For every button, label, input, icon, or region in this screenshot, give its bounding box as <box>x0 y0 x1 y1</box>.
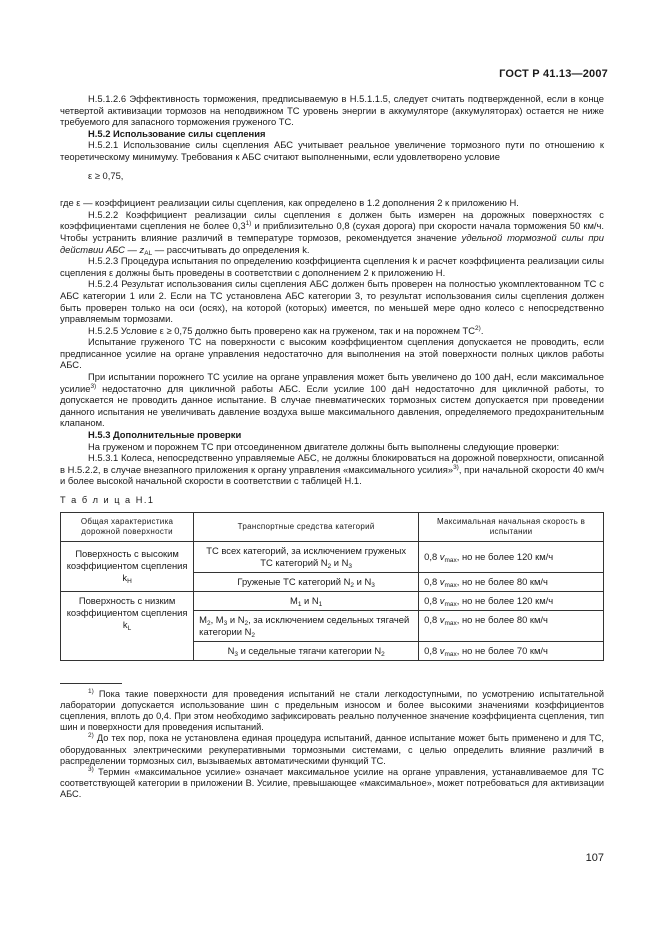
text-run: и приблизительно 0,8 (сухая дорога) при скорости начала торможения 50 км/ч. Чтобы устранить влияние различий в температуре тормозов, рекомендуется значение <box>60 220 604 243</box>
text-run: , при начальной скорости 40 км/ч и более высокой начальной скорости в соответствии с таблицей Н.1. <box>60 463 604 487</box>
page-number: 107 <box>585 852 604 864</box>
text-run: , <box>456 594 460 606</box>
footnote-3 <box>60 767 604 801</box>
text-run: , за исключением седельных тягачей категории N <box>199 613 410 637</box>
subscript: 2 <box>350 581 355 589</box>
vmax-symbol: v <box>439 550 445 562</box>
paragraph-h5-2-5 <box>60 325 604 337</box>
subscript: 2 <box>244 619 249 627</box>
text-run: и N <box>354 575 372 587</box>
subscript: 2 <box>206 619 211 627</box>
paragraph-h5-3-1 <box>60 452 604 487</box>
section-heading-h5-2: Н.5.2 Использование силы сцепления <box>88 127 266 139</box>
text-run-italic: удельной тормозной силы при действии АБС — z <box>60 231 604 255</box>
text-run: , <box>456 550 460 562</box>
text-run: — рассчитывать до определения k. <box>152 243 310 255</box>
text-run: и N <box>331 556 349 568</box>
cell-vehicles <box>194 610 419 641</box>
subscript: 2 <box>381 650 385 658</box>
text-run: , M <box>210 613 224 625</box>
text-run: M <box>290 594 298 606</box>
text-run: Термин «максимальное усилие» означает максимальное усилие на органе управления, устанавливаемое для ТС соответствующей категории в приложении В. Усилие, превышающее «максимальное», может потребоваться для активизации АБС. <box>60 767 604 800</box>
subscript: 3 <box>348 562 353 570</box>
text-run: Н.5.2.2 Коэффициент реализации силы сцепления ε должен быть измерен на дорожных поверхностях с коэффициентами сцепления не более 0,3 <box>60 208 604 232</box>
footnote-ref-3: 3) <box>90 382 97 390</box>
footnote-ref-1: 1) <box>245 220 252 228</box>
cell-vehicles <box>194 572 419 591</box>
text-run: 0,8 <box>424 644 440 656</box>
paragraph-h5-2-1: Н.5.2.1 Использование силы сцепления АБС учитывает реальное увеличение тормозного пути по отношению к теоретическому минимуму. Требования к АБС считают выполненными, если удовлетворено условие <box>60 139 604 162</box>
subscript-al: AL <box>144 249 153 257</box>
text-run: , <box>456 575 460 587</box>
vmax-symbol: v <box>439 613 445 625</box>
text-run: ТС всех категорий, за исключением груженых ТС категорий N <box>206 544 407 568</box>
cell-speed <box>419 641 604 660</box>
text-run: недостаточно для цикличной работы АБС. Если усилие 100 даН недостаточно для цикличной работы, то допускается не проводить данное испытание. В случае пневматических тормозных систем допускается при проведении данного испытания не увеличивать давление воздуха выше максимального давления, определяемого предохранительным клапаном. <box>60 382 604 429</box>
text-run: 0,8 <box>424 575 440 587</box>
paragraph-h5-1-2-6: Н.5.1.2.6 Эффективность торможения, предписываемую в Н.5.1.1.5, следует считать подтвержденной, если в конце четвертой активизации тормозов на неподвижном ТС уровень энергии в аккумуляторе (аккумуляторах) остается не ниже требуемого для запасного торможения груженого ТС. <box>60 93 604 128</box>
vmax-symbol: v <box>439 575 445 587</box>
col-header-surface: Общая характеристика дорожной поверхности <box>61 512 194 541</box>
table-h1 <box>60 512 604 661</box>
cell-high-surface <box>61 541 194 591</box>
text-run: Поверхность с высоким коэффициентом сцепления k <box>66 548 188 584</box>
subscript: 2 <box>251 631 255 639</box>
subscript: max <box>444 581 457 589</box>
table-row <box>61 591 604 610</box>
footnote-marker: 1) <box>88 687 94 695</box>
footnote-separator <box>60 683 122 684</box>
text-run: Н.5.3.1 Колеса, непосредственно управляемые АБС, не должны блокироваться на дорожной поверхности, описанной в Н.5.2.2, в случае внезапного приложения к органу управления «максимального усилия» <box>60 452 604 475</box>
cell-speed <box>419 610 604 641</box>
text-run: Груженые ТС категорий N <box>237 575 351 587</box>
text-run: При испытании порожнего ТС усилие на органе управления может быть увеличено до 100 даН, если максимальное усилие <box>60 371 604 394</box>
text-run: но не более 80 км/ч <box>461 575 548 587</box>
text-run: 0,8 <box>424 613 440 625</box>
text-run: 0,8 <box>424 550 440 562</box>
subscript: 3 <box>223 619 228 627</box>
text-run: и седельные тягачи категории N <box>237 644 382 656</box>
text-run: . <box>480 324 484 336</box>
text-run: , <box>456 613 460 625</box>
paragraph-h5-2-3: Н.5.2.3 Процедура испытания по определению коэффициента сцепления k и расчет коэффициента реализации силы сцепления ε должны быть проведены в соответствии с дополнением 2 к приложению Н. <box>60 255 604 278</box>
cell-vehicles <box>194 641 419 660</box>
text-run: До тех пор, пока не установлена единая процедура испытаний, данное испытание может быть применено и для ТС, оборудованных электрическими рекуперативными тормозными системами, с целью определить влияние различий в распределении тормозных сил, вызываемых автоматическими функций ТС. <box>60 733 604 766</box>
footnote-ref-3b: 3) <box>453 463 459 471</box>
subscript: 1 <box>318 600 323 608</box>
paragraph-h5-2-4: Н.5.2.4 Результат использования силы сцепления АБС должен быть проверен на полностью укомплектованном ТС с АБС категории 1 или 2. Если на ТС установлена АБС категории 3, то результат использования силы сцепления должен быть проверен только на оси (осях), на которой (которых) имеется, по меньшей мере одно колесо с непосредственно управляемым тормозами. <box>60 278 604 325</box>
text-run: но не более 120 км/ч <box>461 550 554 562</box>
subscript: 2 <box>327 562 332 570</box>
text-run: Н.5.2.5 Условие ε ≥ 0,75 должно быть проверено как на груженом, так и на порожнем ТС <box>88 324 476 336</box>
footnotes <box>60 689 604 801</box>
text-run: Поверхность с низким коэффициентом сцепления k <box>66 594 188 630</box>
paragraph-loaded-test: Испытание груженого ТС на поверхности с высоким коэффициентом сцепления допускается не проводить, если предписанное усилие на органе управления недостаточно для выполнения на этой поверхности полных циклов работы АБС. <box>60 336 604 371</box>
subscript: max <box>444 600 457 608</box>
vmax-symbol: v <box>439 644 445 656</box>
text-run: но не более 120 км/ч <box>461 594 554 606</box>
footnote-1 <box>60 689 604 734</box>
subscript: max <box>444 650 457 658</box>
formula-epsilon: ε ≥ 0,75, <box>88 169 124 181</box>
paragraph-checks: На груженом и порожнем ТС при отсоединенном двигателе должны быть выполнены следующие проверки: <box>88 440 560 452</box>
text-run: но не более 80 км/ч <box>461 613 548 625</box>
footnote-2 <box>60 733 604 767</box>
subscript: H <box>127 578 132 586</box>
text-run: и N <box>227 613 245 625</box>
section-heading-h5-3: Н.5.3 Дополнительные проверки <box>88 429 242 441</box>
footnote-ref-2: 2) <box>475 324 481 332</box>
footnote-marker: 3) <box>88 766 94 774</box>
table-header-row <box>61 512 604 541</box>
subscript: max <box>444 556 457 564</box>
text-run: но не более 70 км/ч <box>461 644 548 656</box>
col-header-vehicles: Транспортные средства категорий <box>194 512 419 541</box>
vmax-symbol: v <box>439 594 445 606</box>
paragraph-empty-test <box>60 371 604 429</box>
standard-header: ГОСТ Р 41.13—2007 <box>499 68 608 80</box>
footnote-marker: 2) <box>88 732 94 740</box>
subscript: L <box>127 624 132 632</box>
table-row <box>61 541 604 572</box>
cell-speed <box>419 572 604 591</box>
document-body <box>60 93 604 801</box>
cell-speed <box>419 541 604 572</box>
cell-vehicles <box>194 591 419 610</box>
paragraph-h5-2-2 <box>60 209 604 255</box>
table-caption: Т а б л и ц а Н.1 <box>60 495 155 505</box>
col-header-speed: Максимальная начальная скорость в испытании <box>419 512 604 541</box>
text-run: Пока такие поверхности для проведения испытаний не стали легкодоступными, по усмотрению испытательной лаборатории допускается использование шин с предельным износом и более высокими значениями коэффициентов сцепления, вплоть до 0,4. При этом необходимо зафиксировать реально полученное значение коэффициента сцепления, тип шин и поверхности для проведения испытаний. <box>60 688 605 733</box>
subscript: max <box>444 619 457 627</box>
subscript: 3 <box>371 581 375 589</box>
paragraph-where: где ε — коэффициент реализации силы сцепления, как определено в 1.2 дополнения 2 к приложению Н. <box>60 197 519 209</box>
cell-low-surface <box>61 591 194 660</box>
cell-speed <box>419 591 604 610</box>
text-run: 0,8 <box>424 594 440 606</box>
subscript: 3 <box>234 650 238 658</box>
cell-vehicles <box>194 541 419 572</box>
subscript: 1 <box>297 600 302 608</box>
text-run: M <box>199 613 207 625</box>
text-run: N <box>227 644 235 656</box>
text-run: и N <box>301 594 319 606</box>
text-run: , <box>456 644 460 656</box>
